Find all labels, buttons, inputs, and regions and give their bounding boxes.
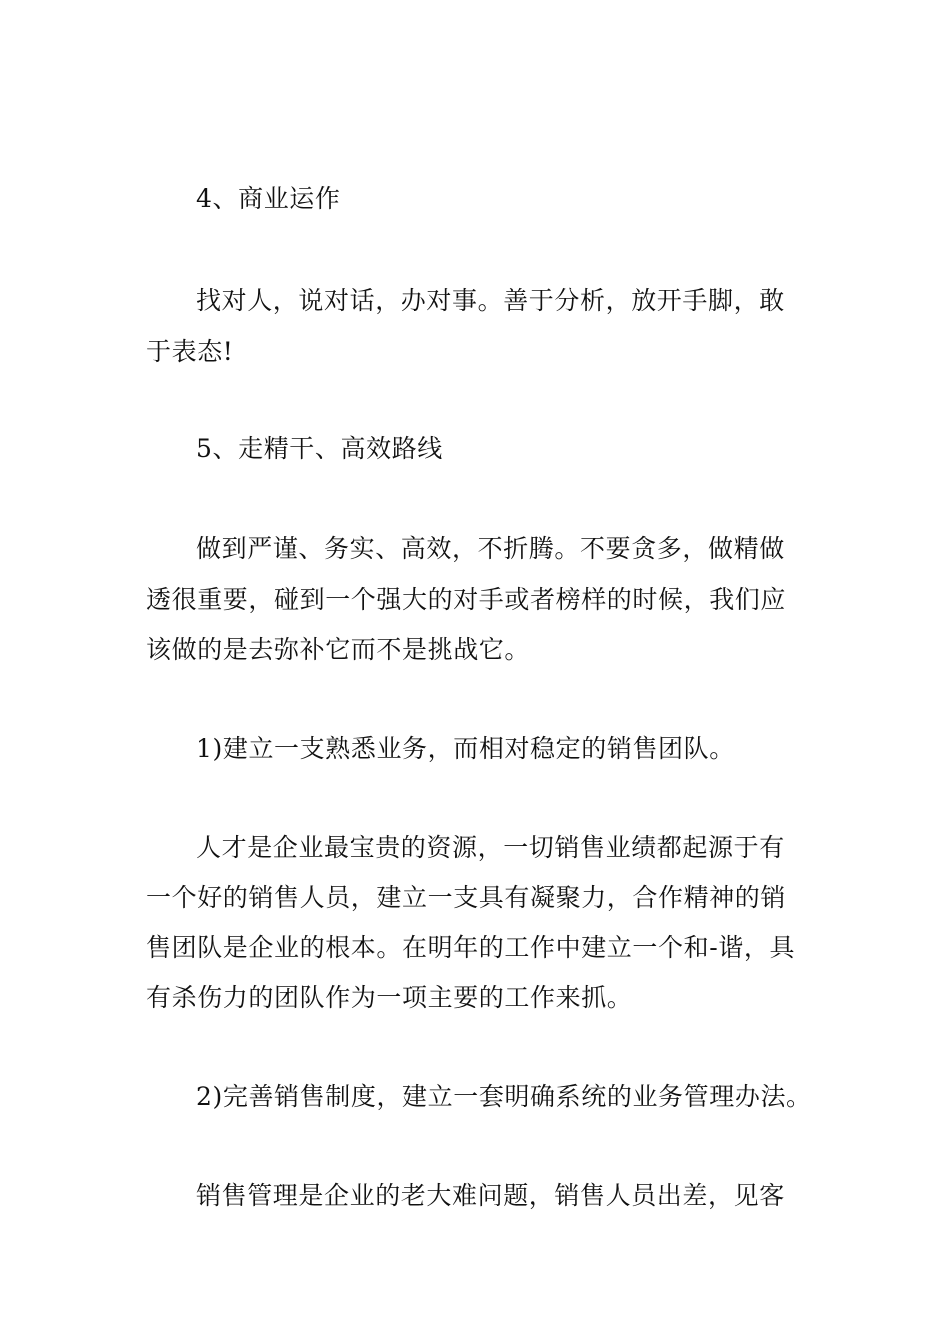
paragraph-line: 一个好的销售人员，建立一支具有凝聚力，合作精神的销 bbox=[146, 883, 787, 912]
paragraph-line: 有杀伤力的团队作为一项主要的工作来抓。 bbox=[146, 983, 633, 1012]
paragraph-line: 人才是企业最宝贵的资源，一切销售业绩都起源于有 bbox=[196, 833, 785, 862]
subsection-heading-1: 1)建立一支熟悉业务，而相对稳定的销售团队。 bbox=[196, 734, 735, 763]
subsection-heading-2: 2)完善销售制度，建立一套明确系统的业务管理办法。 bbox=[196, 1082, 812, 1111]
paragraph-line: 透很重要，碰到一个强大的对手或者榜样的时候，我们应 bbox=[146, 585, 787, 614]
paragraph-line: 售团队是企业的根本。在明年的工作中建立一个和-谐，具 bbox=[146, 933, 796, 962]
paragraph-line: 做到严谨、务实、高效，不折腾。不要贪多，做精做 bbox=[196, 534, 785, 563]
paragraph-line: 找对人，说对话，办对事。善于分析，放开手脚，敢 bbox=[196, 286, 785, 315]
paragraph-line: 该做的是去弥补它而不是挑战它。 bbox=[146, 635, 531, 664]
section-heading-5: 5、走精干、高效路线 bbox=[196, 434, 443, 463]
paragraph-line: 销售管理是企业的老大难问题，销售人员出差，见客 bbox=[196, 1181, 785, 1210]
paragraph-line: 于表态! bbox=[146, 337, 234, 366]
section-heading-4: 4、商业运作 bbox=[196, 184, 341, 213]
